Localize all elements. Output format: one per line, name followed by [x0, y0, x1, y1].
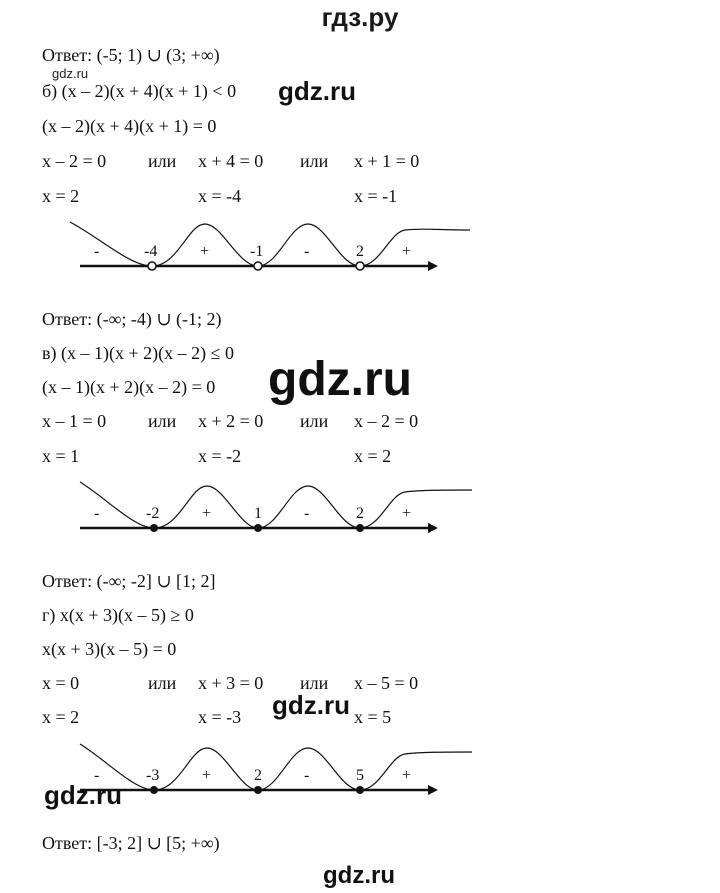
root-2: x = -3	[198, 707, 242, 727]
root-1: x = 2	[42, 186, 80, 206]
factor-eq-1: x – 1 = 0	[42, 411, 107, 431]
or-label: или	[300, 411, 329, 431]
inequality-b: б) (x – 2)(x + 4)(x + 1) < 0	[42, 81, 237, 101]
answer-d: Ответ: [-3; 2] ∪ [5; +∞)	[42, 833, 220, 853]
open-point	[254, 262, 262, 270]
filled-point	[150, 524, 158, 532]
factor-eq-3: x – 2 = 0	[354, 411, 419, 431]
filled-point	[254, 524, 262, 532]
filled-point	[356, 786, 364, 794]
inequality-c: в) (x – 1)(x + 2)(x – 2) ≤ 0	[42, 343, 234, 363]
root-2: x = -4	[198, 186, 242, 206]
root-1: x = 1	[42, 446, 80, 466]
factor-eq-2: x + 2 = 0	[198, 411, 264, 431]
point-label: 5	[356, 767, 364, 784]
sign-label: -	[94, 505, 100, 522]
sign-curve	[80, 482, 472, 528]
number-line-b	[60, 216, 440, 276]
equation-d: x(x + 3)(x – 5) = 0	[42, 639, 177, 659]
number-line-c	[60, 478, 440, 538]
sign-label: +	[402, 505, 412, 522]
root-2: x = -2	[198, 446, 242, 466]
root-3: x = -1	[354, 186, 398, 206]
open-point	[356, 262, 364, 270]
equation-b: (x – 2)(x + 4)(x + 1) = 0	[42, 116, 217, 136]
or-label: или	[300, 151, 329, 171]
point-label: 2	[356, 243, 364, 260]
axis-arrow	[428, 523, 438, 533]
factor-eq-3: x – 5 = 0	[354, 673, 419, 693]
watermark: gdz.ru	[52, 66, 89, 81]
sign-label: +	[402, 243, 412, 260]
filled-point	[150, 786, 158, 794]
answer-a: Ответ: (-5; 1) ∪ (3; +∞)	[42, 45, 220, 65]
root-1: x = 2	[42, 707, 80, 727]
or-label: или	[148, 673, 177, 693]
axis-arrow	[428, 785, 438, 795]
point-label: -1	[250, 243, 264, 260]
point-label: 2	[254, 767, 262, 784]
point-label: -4	[144, 243, 158, 260]
answer-c: Ответ: (-∞; -2] ∪ [1; 2]	[42, 571, 216, 591]
root-3: x = 5	[354, 707, 392, 727]
sign-curve	[80, 744, 472, 790]
sign-label: -	[304, 505, 310, 522]
factor-eq-3: x + 1 = 0	[354, 151, 420, 171]
equation-c: (x – 1)(x + 2)(x – 2) = 0	[42, 377, 216, 397]
factor-eq-1: x = 0	[42, 673, 80, 693]
watermark: gdz.ru	[272, 690, 350, 720]
sign-label: -	[94, 243, 100, 260]
sign-label: +	[402, 767, 412, 784]
filled-point	[356, 524, 364, 532]
sign-label: -	[94, 767, 100, 784]
watermark: gdz.ru	[268, 353, 412, 406]
factor-eq-1: x – 2 = 0	[42, 151, 107, 171]
or-label: или	[148, 151, 177, 171]
factor-eq-2: x + 3 = 0	[198, 673, 264, 693]
sign-label: -	[304, 243, 310, 260]
filled-point	[254, 786, 262, 794]
point-label: -3	[146, 767, 160, 784]
factor-eq-2: x + 4 = 0	[198, 151, 264, 171]
sign-label: +	[202, 505, 212, 522]
root-3: x = 2	[354, 446, 392, 466]
axis-arrow	[428, 261, 438, 271]
open-point	[148, 262, 156, 270]
inequality-d: г) x(x + 3)(x – 5) ≥ 0	[42, 605, 194, 625]
sign-label: -	[304, 767, 310, 784]
sign-label: +	[202, 767, 212, 784]
point-label: -2	[146, 505, 160, 522]
answer-b: Ответ: (-∞; -4) ∪ (-1; 2)	[42, 309, 222, 329]
point-label: 1	[254, 505, 262, 522]
watermark: gdz.ru	[44, 780, 122, 810]
or-label: или	[148, 411, 177, 431]
point-label: 2	[356, 505, 364, 522]
or-label: или	[300, 673, 329, 693]
site-header: гдз.ру	[321, 2, 399, 32]
watermark: gdz.ru	[323, 862, 395, 889]
watermark: gdz.ru	[278, 76, 356, 106]
sign-label: +	[200, 243, 210, 260]
